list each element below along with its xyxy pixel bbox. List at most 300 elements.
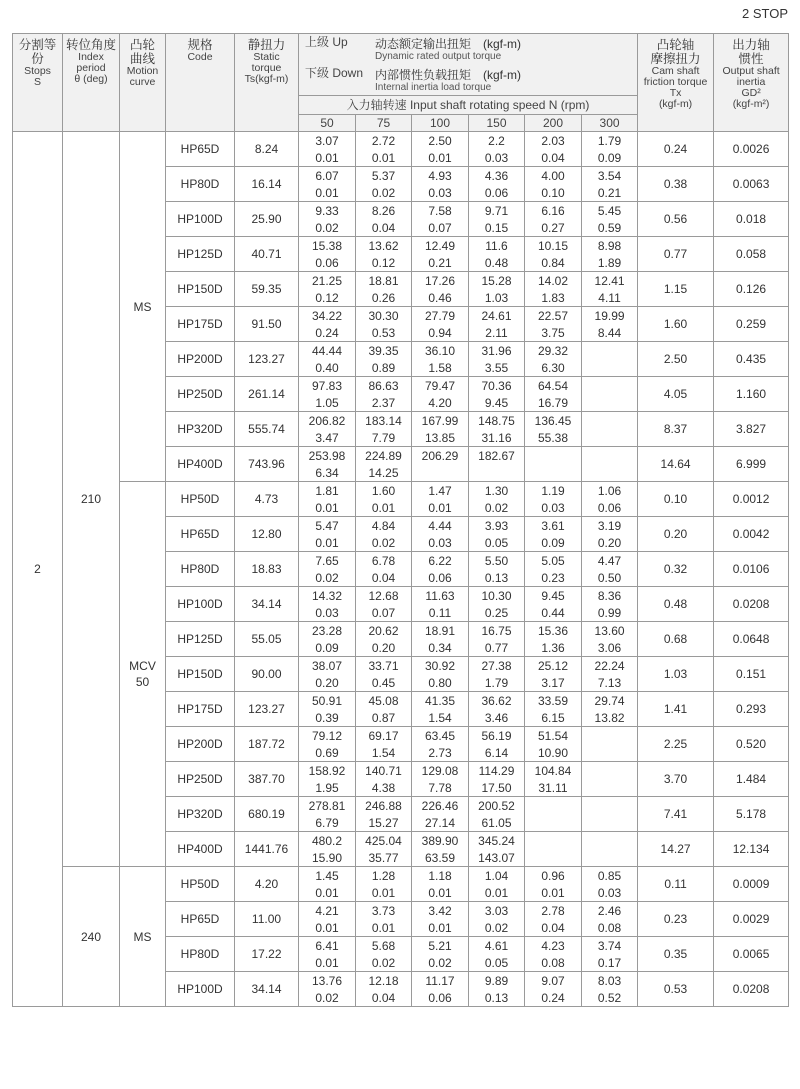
up-torque-cell: 4.36 bbox=[469, 167, 525, 185]
up-torque-cell bbox=[582, 762, 638, 780]
up-torque-cell bbox=[525, 832, 582, 850]
speed-75: 75 bbox=[356, 115, 412, 132]
up-torque-cell: 2.03 bbox=[525, 132, 582, 150]
down-torque-cell: 0.04 bbox=[525, 149, 582, 167]
down-torque-cell: 0.07 bbox=[412, 219, 469, 237]
code-cell: HP125D bbox=[166, 622, 235, 657]
inertia-cell: 1.484 bbox=[714, 762, 789, 797]
down-torque-cell: 0.04 bbox=[356, 989, 412, 1007]
down-torque-cell: 0.39 bbox=[299, 709, 356, 727]
up-torque-cell: 33.59 bbox=[525, 692, 582, 710]
down-torque-cell: 0.04 bbox=[356, 219, 412, 237]
up-torque-cell: 29.32 bbox=[525, 342, 582, 360]
friction-cell: 0.38 bbox=[638, 167, 714, 202]
down-torque-cell bbox=[582, 814, 638, 832]
up-torque-cell: 224.89 bbox=[356, 447, 412, 465]
down-torque-cell: 31.16 bbox=[469, 429, 525, 447]
down-torque-cell: 0.34 bbox=[412, 639, 469, 657]
up-torque-cell: 1.19 bbox=[525, 482, 582, 500]
speed-300: 300 bbox=[582, 115, 638, 132]
down-torque-cell: 1.36 bbox=[525, 639, 582, 657]
motion-curve: MS bbox=[120, 132, 166, 482]
code-cell: HP100D bbox=[166, 972, 235, 1007]
down-torque-cell: 4.11 bbox=[582, 289, 638, 307]
up-torque-cell: 20.62 bbox=[356, 622, 412, 640]
index-angle: 240 bbox=[63, 867, 120, 1007]
up-torque-cell: 4.47 bbox=[582, 552, 638, 570]
up-torque-cell bbox=[582, 342, 638, 360]
header-friction-torque: 凸轮轴 摩擦扭力 Cam shaft friction torque Tx (kgf-m) bbox=[638, 34, 714, 132]
inertia-cell: 12.134 bbox=[714, 832, 789, 867]
speed-150: 150 bbox=[469, 115, 525, 132]
table-body bbox=[13, 132, 789, 1007]
inertia-cell: 0.151 bbox=[714, 657, 789, 692]
friction-cell: 3.70 bbox=[638, 762, 714, 797]
up-torque-cell: 15.28 bbox=[469, 272, 525, 290]
down-torque-cell: 0.09 bbox=[525, 534, 582, 552]
static-torque-cell: 555.74 bbox=[235, 412, 299, 447]
up-torque-cell: 1.81 bbox=[299, 482, 356, 500]
up-torque-cell: 253.98 bbox=[299, 447, 356, 465]
header-stops: 分割等份 Stops S bbox=[13, 34, 63, 132]
down-torque-cell: 0.77 bbox=[469, 639, 525, 657]
down-torque-cell: 0.07 bbox=[356, 604, 412, 622]
header-motion-curve: 凸轮 曲线 Motion curve bbox=[120, 34, 166, 132]
up-torque-cell: 13.60 bbox=[582, 622, 638, 640]
down-torque-cell: 0.02 bbox=[356, 954, 412, 972]
speed-50: 50 bbox=[299, 115, 356, 132]
up-torque-cell: 36.62 bbox=[469, 692, 525, 710]
down-torque-cell: 0.08 bbox=[525, 954, 582, 972]
up-torque-cell: 18.91 bbox=[412, 622, 469, 640]
down-torque-cell: 35.77 bbox=[356, 849, 412, 867]
down-torque-cell: 0.01 bbox=[299, 534, 356, 552]
up-torque-cell: 12.49 bbox=[412, 237, 469, 255]
up-torque-cell: 25.12 bbox=[525, 657, 582, 675]
code-cell: HP65D bbox=[166, 132, 235, 167]
up-torque-cell: 136.45 bbox=[525, 412, 582, 430]
down-torque-cell: 0.01 bbox=[356, 149, 412, 167]
up-torque-cell: 5.21 bbox=[412, 937, 469, 955]
inertia-cell: 0.0208 bbox=[714, 972, 789, 1007]
friction-cell: 0.53 bbox=[638, 972, 714, 1007]
down-torque-cell: 0.26 bbox=[356, 289, 412, 307]
friction-cell: 7.41 bbox=[638, 797, 714, 832]
index-angle: 210 bbox=[63, 132, 120, 867]
code-cell: HP320D bbox=[166, 797, 235, 832]
up-torque-cell: 27.79 bbox=[412, 307, 469, 325]
down-torque-cell: 0.13 bbox=[469, 569, 525, 587]
up-torque-cell: 70.36 bbox=[469, 377, 525, 395]
down-torque-cell: 0.40 bbox=[299, 359, 356, 377]
down-torque-cell: 3.47 bbox=[299, 429, 356, 447]
down-torque-cell bbox=[525, 849, 582, 867]
up-torque-cell: 27.38 bbox=[469, 657, 525, 675]
up-torque-cell: 0.85 bbox=[582, 867, 638, 885]
up-torque-cell: 63.45 bbox=[412, 727, 469, 745]
down-torque-cell bbox=[582, 464, 638, 482]
up-torque-cell: 4.23 bbox=[525, 937, 582, 955]
down-torque-cell: 0.21 bbox=[582, 184, 638, 202]
static-torque-cell: 18.83 bbox=[235, 552, 299, 587]
code-cell: HP65D bbox=[166, 517, 235, 552]
down-torque-cell: 0.11 bbox=[412, 604, 469, 622]
motion-curve: MCV 50 bbox=[120, 482, 166, 867]
code-cell: HP320D bbox=[166, 412, 235, 447]
down-torque-cell: 0.24 bbox=[299, 324, 356, 342]
up-torque-cell bbox=[582, 377, 638, 395]
table-row bbox=[13, 867, 789, 885]
up-torque-cell: 3.07 bbox=[299, 132, 356, 150]
inertia-cell: 0.0106 bbox=[714, 552, 789, 587]
speed-100: 100 bbox=[412, 115, 469, 132]
header-output-inertia: 出力轴 惯性 Output shaft inertia GD² (kgf-m²) bbox=[714, 34, 789, 132]
static-torque-cell: 261.14 bbox=[235, 377, 299, 412]
down-torque-cell: 55.38 bbox=[525, 429, 582, 447]
up-torque-cell: 5.68 bbox=[356, 937, 412, 955]
friction-cell: 1.03 bbox=[638, 657, 714, 692]
down-torque-cell: 0.09 bbox=[299, 639, 356, 657]
up-torque-cell: 246.88 bbox=[356, 797, 412, 815]
up-torque-cell: 3.42 bbox=[412, 902, 469, 920]
up-torque-cell bbox=[582, 412, 638, 430]
page-label: 2 STOP bbox=[741, 6, 788, 21]
down-torque-cell: 0.06 bbox=[299, 254, 356, 272]
stops-value: 2 bbox=[13, 132, 63, 1007]
up-torque-cell: 6.22 bbox=[412, 552, 469, 570]
down-torque-cell bbox=[582, 359, 638, 377]
inertia-cell: 0.293 bbox=[714, 692, 789, 727]
up-torque-cell: 182.67 bbox=[469, 447, 525, 465]
down-torque-cell: 6.34 bbox=[299, 464, 356, 482]
down-torque-cell: 0.03 bbox=[582, 884, 638, 902]
down-torque-cell: 0.06 bbox=[469, 184, 525, 202]
up-torque-cell: 2.72 bbox=[356, 132, 412, 150]
up-torque-cell: 12.68 bbox=[356, 587, 412, 605]
up-torque-cell: 11.6 bbox=[469, 237, 525, 255]
down-torque-cell: 0.80 bbox=[412, 674, 469, 692]
friction-cell: 0.56 bbox=[638, 202, 714, 237]
up-torque-cell: 206.82 bbox=[299, 412, 356, 430]
up-torque-cell: 6.16 bbox=[525, 202, 582, 220]
down-torque-cell: 0.01 bbox=[356, 499, 412, 517]
up-torque-cell: 4.00 bbox=[525, 167, 582, 185]
static-torque-cell: 123.27 bbox=[235, 342, 299, 377]
down-torque-cell: 1.03 bbox=[469, 289, 525, 307]
header-torque bbox=[299, 34, 638, 96]
up-torque-cell: 86.63 bbox=[356, 377, 412, 395]
spec-table bbox=[12, 33, 789, 1007]
down-torque-cell bbox=[412, 464, 469, 482]
inertia-cell: 0.018 bbox=[714, 202, 789, 237]
up-torque-cell: 79.12 bbox=[299, 727, 356, 745]
down-torque-cell: 0.02 bbox=[356, 534, 412, 552]
up-torque-cell: 4.21 bbox=[299, 902, 356, 920]
up-torque-cell: 56.19 bbox=[469, 727, 525, 745]
up-torque-cell: 9.07 bbox=[525, 972, 582, 990]
down-torque-cell: 0.17 bbox=[582, 954, 638, 972]
down-torque-cell: 1.58 bbox=[412, 359, 469, 377]
up-torque-cell: 3.93 bbox=[469, 517, 525, 535]
up-torque-cell: 45.08 bbox=[356, 692, 412, 710]
down-torque-cell: 17.50 bbox=[469, 779, 525, 797]
friction-cell: 0.32 bbox=[638, 552, 714, 587]
up-torque-cell: 21.25 bbox=[299, 272, 356, 290]
down-torque-cell: 0.21 bbox=[412, 254, 469, 272]
friction-cell: 0.77 bbox=[638, 237, 714, 272]
static-torque-cell: 1441.76 bbox=[235, 832, 299, 867]
inertia-cell: 0.0648 bbox=[714, 622, 789, 657]
down-torque-cell: 4.20 bbox=[412, 394, 469, 412]
inertia-cell: 0.0009 bbox=[714, 867, 789, 902]
header-input-speed: 入力轴转速 Input shaft rotating speed N (rpm) bbox=[299, 96, 638, 115]
up-torque-cell: 3.74 bbox=[582, 937, 638, 955]
up-torque-cell: 44.44 bbox=[299, 342, 356, 360]
inertia-cell: 3.827 bbox=[714, 412, 789, 447]
header-code: 规格 Code bbox=[166, 34, 235, 132]
down-torque-cell: 1.54 bbox=[412, 709, 469, 727]
friction-cell: 0.48 bbox=[638, 587, 714, 622]
down-torque-cell: 0.45 bbox=[356, 674, 412, 692]
down-torque-cell: 0.03 bbox=[412, 534, 469, 552]
up-torque-cell: 79.47 bbox=[412, 377, 469, 395]
up-torque-cell: 114.29 bbox=[469, 762, 525, 780]
code-cell: HP80D bbox=[166, 937, 235, 972]
down-torque-cell: 0.69 bbox=[299, 744, 356, 762]
code-cell: HP80D bbox=[166, 552, 235, 587]
up-torque-cell: 0.96 bbox=[525, 867, 582, 885]
down-torque-cell: 0.20 bbox=[356, 639, 412, 657]
inertia-cell: 0.0208 bbox=[714, 587, 789, 622]
up-torque-cell: 9.71 bbox=[469, 202, 525, 220]
down-torque-cell: 0.12 bbox=[299, 289, 356, 307]
down-torque-cell: 0.04 bbox=[356, 569, 412, 587]
up-torque-cell: 167.99 bbox=[412, 412, 469, 430]
down-torque-cell: 0.06 bbox=[582, 499, 638, 517]
code-cell: HP50D bbox=[166, 867, 235, 902]
down-torque-cell: 0.25 bbox=[469, 604, 525, 622]
friction-cell: 14.27 bbox=[638, 832, 714, 867]
friction-cell: 0.68 bbox=[638, 622, 714, 657]
up-torque-cell: 345.24 bbox=[469, 832, 525, 850]
down-torque-cell: 0.20 bbox=[582, 534, 638, 552]
up-torque-cell: 15.38 bbox=[299, 237, 356, 255]
down-torque-cell: 15.90 bbox=[299, 849, 356, 867]
up-torque-cell: 2.2 bbox=[469, 132, 525, 150]
friction-cell: 0.11 bbox=[638, 867, 714, 902]
table-row bbox=[13, 482, 789, 500]
up-torque-cell: 16.75 bbox=[469, 622, 525, 640]
static-torque-cell: 34.14 bbox=[235, 972, 299, 1007]
friction-cell: 0.24 bbox=[638, 132, 714, 167]
up-torque-cell: 30.30 bbox=[356, 307, 412, 325]
up-torque-cell: 5.05 bbox=[525, 552, 582, 570]
up-torque-cell: 8.26 bbox=[356, 202, 412, 220]
up-torque-cell: 3.54 bbox=[582, 167, 638, 185]
down-torque-cell: 0.89 bbox=[356, 359, 412, 377]
code-cell: HP200D bbox=[166, 727, 235, 762]
up-torque-cell bbox=[582, 447, 638, 465]
friction-cell: 0.35 bbox=[638, 937, 714, 972]
static-torque-cell: 90.00 bbox=[235, 657, 299, 692]
down-torque-cell: 0.44 bbox=[525, 604, 582, 622]
down-torque-cell: 1.79 bbox=[469, 674, 525, 692]
down-torque-cell: 13.82 bbox=[582, 709, 638, 727]
down-torque-cell: 0.03 bbox=[299, 604, 356, 622]
down-torque-cell: 0.06 bbox=[412, 569, 469, 587]
up-torque-cell: 4.61 bbox=[469, 937, 525, 955]
up-torque-cell: 22.24 bbox=[582, 657, 638, 675]
header-index-period: 转位角度 Index period θ (deg) bbox=[63, 34, 120, 132]
up-torque-cell: 480.2 bbox=[299, 832, 356, 850]
static-torque-cell: 34.14 bbox=[235, 587, 299, 622]
down-torque-cell bbox=[582, 849, 638, 867]
static-torque-cell: 25.90 bbox=[235, 202, 299, 237]
down-torque-cell: 0.01 bbox=[299, 149, 356, 167]
down-torque-cell: 0.04 bbox=[525, 919, 582, 937]
up-torque-cell: 1.28 bbox=[356, 867, 412, 885]
down-torque-cell: 3.17 bbox=[525, 674, 582, 692]
up-torque-cell: 13.62 bbox=[356, 237, 412, 255]
up-torque-cell: 425.04 bbox=[356, 832, 412, 850]
up-torque-cell: 9.89 bbox=[469, 972, 525, 990]
down-torque-cell: 0.01 bbox=[412, 149, 469, 167]
up-torque-cell: 34.22 bbox=[299, 307, 356, 325]
up-torque-cell: 12.18 bbox=[356, 972, 412, 990]
up-torque-cell: 5.45 bbox=[582, 202, 638, 220]
up-torque-cell: 3.73 bbox=[356, 902, 412, 920]
up-torque-cell: 9.33 bbox=[299, 202, 356, 220]
code-cell: HP100D bbox=[166, 202, 235, 237]
up-torque-cell: 7.65 bbox=[299, 552, 356, 570]
up-torque-cell: 1.45 bbox=[299, 867, 356, 885]
up-torque-cell: 36.10 bbox=[412, 342, 469, 360]
friction-cell: 2.50 bbox=[638, 342, 714, 377]
down-torque-cell: 13.85 bbox=[412, 429, 469, 447]
static-torque-cell: 91.50 bbox=[235, 307, 299, 342]
static-torque-cell: 55.05 bbox=[235, 622, 299, 657]
up-torque-cell: 389.90 bbox=[412, 832, 469, 850]
down-torque-cell: 15.27 bbox=[356, 814, 412, 832]
motion-curve: MS bbox=[120, 867, 166, 1007]
code-cell: HP175D bbox=[166, 307, 235, 342]
static-torque-cell: 11.00 bbox=[235, 902, 299, 937]
up-torque-cell: 148.75 bbox=[469, 412, 525, 430]
down-torque-cell bbox=[582, 779, 638, 797]
down-torque-cell: 4.38 bbox=[356, 779, 412, 797]
up-torque-cell: 1.47 bbox=[412, 482, 469, 500]
code-cell: HP150D bbox=[166, 657, 235, 692]
up-torque-cell: 19.99 bbox=[582, 307, 638, 325]
up-torque-cell: 6.78 bbox=[356, 552, 412, 570]
down-torque-cell: 16.79 bbox=[525, 394, 582, 412]
up-torque-cell: 11.63 bbox=[412, 587, 469, 605]
down-torque-cell: 0.24 bbox=[525, 989, 582, 1007]
up-torque-cell: 140.71 bbox=[356, 762, 412, 780]
down-torque-cell: 0.02 bbox=[299, 219, 356, 237]
down-torque-cell: 0.02 bbox=[299, 989, 356, 1007]
down-torque-cell: 0.87 bbox=[356, 709, 412, 727]
code-cell: HP400D bbox=[166, 832, 235, 867]
down-torque-cell: 1.95 bbox=[299, 779, 356, 797]
down-torque-cell: 2.11 bbox=[469, 324, 525, 342]
up-torque-cell: 24.61 bbox=[469, 307, 525, 325]
up-torque-cell: 2.46 bbox=[582, 902, 638, 920]
inertia-cell: 1.160 bbox=[714, 377, 789, 412]
static-torque-cell: 17.22 bbox=[235, 937, 299, 972]
up-torque-cell: 31.96 bbox=[469, 342, 525, 360]
down-torque-cell: 14.25 bbox=[356, 464, 412, 482]
code-cell: HP400D bbox=[166, 447, 235, 482]
friction-cell: 8.37 bbox=[638, 412, 714, 447]
down-torque-cell bbox=[525, 464, 582, 482]
inertia-cell: 0.259 bbox=[714, 307, 789, 342]
down-torque-cell: 0.05 bbox=[469, 954, 525, 972]
friction-cell: 0.10 bbox=[638, 482, 714, 517]
code-cell: HP100D bbox=[166, 587, 235, 622]
up-torque-cell: 158.92 bbox=[299, 762, 356, 780]
down-torque-cell: 0.01 bbox=[299, 954, 356, 972]
up-torque-cell: 17.26 bbox=[412, 272, 469, 290]
up-torque-cell: 8.03 bbox=[582, 972, 638, 990]
down-torque-cell: 7.79 bbox=[356, 429, 412, 447]
header-static-torque: 静扭力 Static torque Ts(kgf-m) bbox=[235, 34, 299, 132]
down-torque-cell: 61.05 bbox=[469, 814, 525, 832]
down-torque-cell: 0.23 bbox=[525, 569, 582, 587]
static-torque-cell: 8.24 bbox=[235, 132, 299, 167]
up-torque-cell: 30.92 bbox=[412, 657, 469, 675]
static-torque-cell: 680.19 bbox=[235, 797, 299, 832]
friction-cell: 14.64 bbox=[638, 447, 714, 482]
up-torque-cell: 10.15 bbox=[525, 237, 582, 255]
up-torque-cell: 7.58 bbox=[412, 202, 469, 220]
down-torque-cell: 0.01 bbox=[356, 919, 412, 937]
down-torque-cell: 0.94 bbox=[412, 324, 469, 342]
down-torque-cell: 3.06 bbox=[582, 639, 638, 657]
down-torque-cell: 6.30 bbox=[525, 359, 582, 377]
down-torque-cell: 0.03 bbox=[469, 149, 525, 167]
down-torque-cell: 0.01 bbox=[525, 884, 582, 902]
code-cell: HP80D bbox=[166, 167, 235, 202]
up-torque-cell: 38.07 bbox=[299, 657, 356, 675]
down-torque-cell: 0.01 bbox=[469, 884, 525, 902]
inertia-cell: 0.0042 bbox=[714, 517, 789, 552]
up-torque-cell bbox=[525, 797, 582, 815]
code-cell: HP125D bbox=[166, 237, 235, 272]
up-torque-cell: 1.18 bbox=[412, 867, 469, 885]
static-torque-cell: 59.35 bbox=[235, 272, 299, 307]
up-torque-cell: 206.29 bbox=[412, 447, 469, 465]
down-torque-cell bbox=[469, 464, 525, 482]
inertia-cell: 0.0065 bbox=[714, 937, 789, 972]
up-torque-cell: 1.30 bbox=[469, 482, 525, 500]
inertia-cell: 0.435 bbox=[714, 342, 789, 377]
down-torque-cell bbox=[525, 814, 582, 832]
header-dynamic-torque: 上级 Up 动态额定输出扭矩 (kgf-m) Dynamic rated output torque bbox=[305, 34, 521, 62]
up-torque-cell: 11.17 bbox=[412, 972, 469, 990]
up-torque-cell: 4.84 bbox=[356, 517, 412, 535]
up-torque-cell: 5.37 bbox=[356, 167, 412, 185]
down-torque-cell: 0.03 bbox=[412, 184, 469, 202]
down-torque-cell: 0.02 bbox=[469, 919, 525, 937]
down-torque-cell: 0.01 bbox=[412, 919, 469, 937]
code-cell: HP65D bbox=[166, 902, 235, 937]
static-torque-cell: 40.71 bbox=[235, 237, 299, 272]
static-torque-cell: 123.27 bbox=[235, 692, 299, 727]
up-torque-cell: 1.60 bbox=[356, 482, 412, 500]
down-torque-cell: 2.37 bbox=[356, 394, 412, 412]
static-torque-cell: 12.80 bbox=[235, 517, 299, 552]
